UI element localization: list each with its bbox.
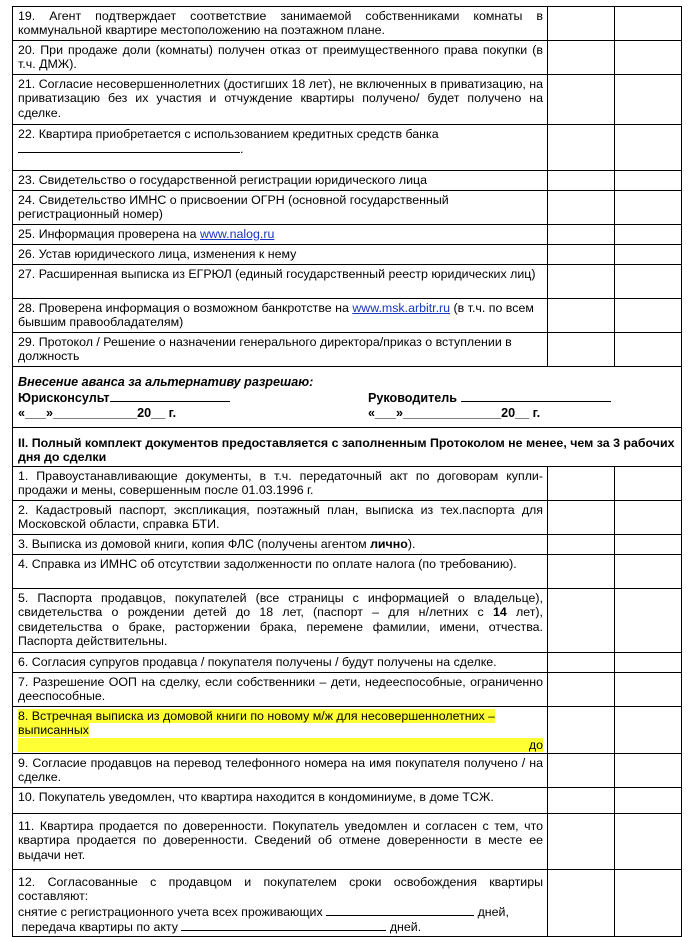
table-row [13,125,682,171]
authorization-title: Внесение аванса за альтернативу разрешаю: [18,375,314,389]
check-cell[interactable] [615,75,682,125]
table-row [13,788,682,814]
lawyer-date[interactable]: «___»____________20__ г. [18,406,177,420]
check-cell[interactable] [548,125,615,171]
check-cell[interactable] [615,588,682,652]
check-cell[interactable] [548,788,615,814]
check-cell[interactable] [548,554,615,588]
check-cell[interactable] [615,500,682,534]
item-23-text: 23. Свидетельство о государственной регистрации юридического лица [13,171,548,191]
table-row [13,75,682,125]
check-cell[interactable] [615,191,682,225]
check-cell[interactable] [548,500,615,534]
item-25-text: 25. Информация проверена на www.nalog.ru [13,225,548,245]
bank-name-blank[interactable] [18,141,240,153]
check-cell[interactable] [615,814,682,870]
director-label: Руководитель [368,391,457,405]
check-cell[interactable] [548,191,615,225]
table-row [13,41,682,75]
check-cell[interactable] [615,534,682,554]
check-cell[interactable] [548,870,615,937]
check-cell[interactable] [615,125,682,171]
check-cell[interactable] [548,245,615,265]
s2-item-4-text: 4. Справка из ИМНС об отсутствии задолженности по оплате налога (по требованию). [13,554,548,588]
check-cell[interactable] [548,588,615,652]
lawyer-signature-blank[interactable] [110,390,230,402]
table-row [13,225,682,245]
check-cell[interactable] [615,554,682,588]
check-cell[interactable] [615,7,682,41]
handover-days-blank[interactable] [181,919,386,931]
checklist-table [12,6,682,937]
check-cell[interactable] [615,333,682,367]
item-20-text: 20. При продаже доли (комнаты) получен отказ от преимущественного права покупки (в т.ч. ДМЖ). [13,41,548,75]
s2-item-8-tail: до [18,738,543,752]
table-row [13,754,682,788]
table-row [13,333,682,367]
check-cell[interactable] [548,225,615,245]
check-cell[interactable] [615,299,682,333]
item-27-text: 27. Расширенная выписка из ЕГРЮЛ (единый государственный реестр юридических лиц) [13,265,548,299]
s2-item-1-text: 1. Правоустанавливающие документы, в т.ч. передаточный акт по договорам купли-продажи и мены, совершенным после 01.03.1996 г. [13,466,548,500]
check-cell[interactable] [548,333,615,367]
item-19-text: 19. Агент подтверждает соответствие занимаемой собственниками комнаты в коммунальной квартире местоположению на поэтажном плане. [13,7,548,41]
s2-item-9-text: 9. Согласие продавцов на перевод телефонного номера на имя покупателя получено / на сделке. [13,754,548,788]
s2-item-10-text: 10. Покупатель уведомлен, что квартира находится в кондоминиуме, в доме ТСЖ. [13,788,548,814]
check-cell[interactable] [548,466,615,500]
check-cell[interactable] [615,245,682,265]
check-cell[interactable] [548,706,615,753]
check-cell[interactable] [548,171,615,191]
check-cell[interactable] [548,652,615,672]
authorization-row [13,367,682,428]
check-cell[interactable] [548,754,615,788]
section-header-row [13,428,682,467]
check-cell[interactable] [548,75,615,125]
s2-item-5-text: 5. Паспорта продавцов, покупателей (все страницы с информацией о владельце), свидетельства о рождении детей до 18 лет, (паспорт – для н/летних с 14 лет), свидетельства о браке, расторжении брака, перемене фамилии, имени, отчества. Паспорта действительны. [13,588,548,652]
check-cell[interactable] [548,534,615,554]
check-cell[interactable] [548,814,615,870]
s2-item-6-text: 6. Согласия супругов продавца / покупателя получены / будут получены на сделке. [13,652,548,672]
s2-item-11-text: 11. Квартира продается по доверенности. Покупатель уведомлен и согласен с тем, что квартира продается по доверенности. Сведений об отмене доверенности в месте ее выдачи нет. [13,814,548,870]
check-cell[interactable] [615,171,682,191]
table-row [13,7,682,41]
check-cell[interactable] [615,466,682,500]
check-cell[interactable] [615,870,682,937]
check-cell[interactable] [615,265,682,299]
check-cell[interactable] [615,225,682,245]
item-22-text: 22. Квартира приобретается с использованием кредитных средств банка . [13,125,548,171]
table-row [13,870,682,937]
check-cell[interactable] [548,265,615,299]
table-row [13,171,682,191]
item-24-text: 24. Свидетельство ИМНС о присвоении ОГРН (основной государственный регистрационный номер) [13,191,548,225]
table-row [13,191,682,225]
table-row [13,652,682,672]
s2-item-12-text: 12. Согласованные с продавцом и покупателем сроки освобождения квартиры составляют: снятие с регистрационного учета всех проживающих дней, передача квартиры по акту дней. [13,870,548,937]
check-cell[interactable] [548,41,615,75]
deregistration-days-blank[interactable] [326,904,474,916]
lawyer-label: Юрисконсульт [18,391,110,405]
table-row [13,265,682,299]
table-row [13,466,682,500]
check-cell[interactable] [615,672,682,706]
authorization-block [13,367,682,428]
check-cell[interactable] [548,299,615,333]
table-row [13,534,682,554]
table-row [13,299,682,333]
check-cell[interactable] [548,672,615,706]
nalog-link[interactable]: www.nalog.ru [199,227,275,241]
director-date[interactable]: «___»______________20__ г. [368,406,541,420]
table-row [13,588,682,652]
director-signature-blank[interactable] [461,390,611,402]
check-cell[interactable] [615,41,682,75]
item-26-text: 26. Устав юридического лица, изменения к нему [13,245,548,265]
s2-item-3-text: 3. Выписка из домовой книги, копия ФЛС (получены агентом лично). [13,534,548,554]
table-row [13,500,682,534]
check-cell[interactable] [615,754,682,788]
table-row [13,672,682,706]
table-row [13,706,682,753]
check-cell[interactable] [615,706,682,753]
item-28-text: 28. Проверена информация о возможном банкротстве на www.msk.arbitr.ru (в т.ч. по всем бывшим правообладателям) [13,299,548,333]
s2-item-8-text: 8. Встречная выписка из домовой книги по новому м/ж для несовершеннолетних – выписанных до [13,706,548,753]
arbitr-link[interactable]: www.msk.arbitr.ru [352,301,451,315]
check-cell[interactable] [548,7,615,41]
s2-item-7-text: 7. Разрешение ООП на сделку, если собственники – дети, недееспособные, ограниченно дееспособные. [13,672,548,706]
check-cell[interactable] [615,652,682,672]
check-cell[interactable] [615,788,682,814]
item-21-text: 21. Согласие несовершеннолетних (достигших 18 лет), не включенных в приватизацию, на приватизацию без их участия и отчуждение квартиры получено/ будет получено на сделке. [13,75,548,125]
s2-item-2-text: 2. Кадастровый паспорт, экспликация, поэтажный план, выписка из тех.паспорта для Московской области, справка БТИ. [13,500,548,534]
table-row [13,554,682,588]
table-row [13,814,682,870]
table-row [13,245,682,265]
item-29-text: 29. Протокол / Решение о назначении генерального директора/приказ о вступлении в должность [13,333,548,367]
section-2-title: II. Полный комплект документов предоставляется с заполненным Протоколом не менее, чем за 3 рабочих дня до сделки [13,428,682,467]
